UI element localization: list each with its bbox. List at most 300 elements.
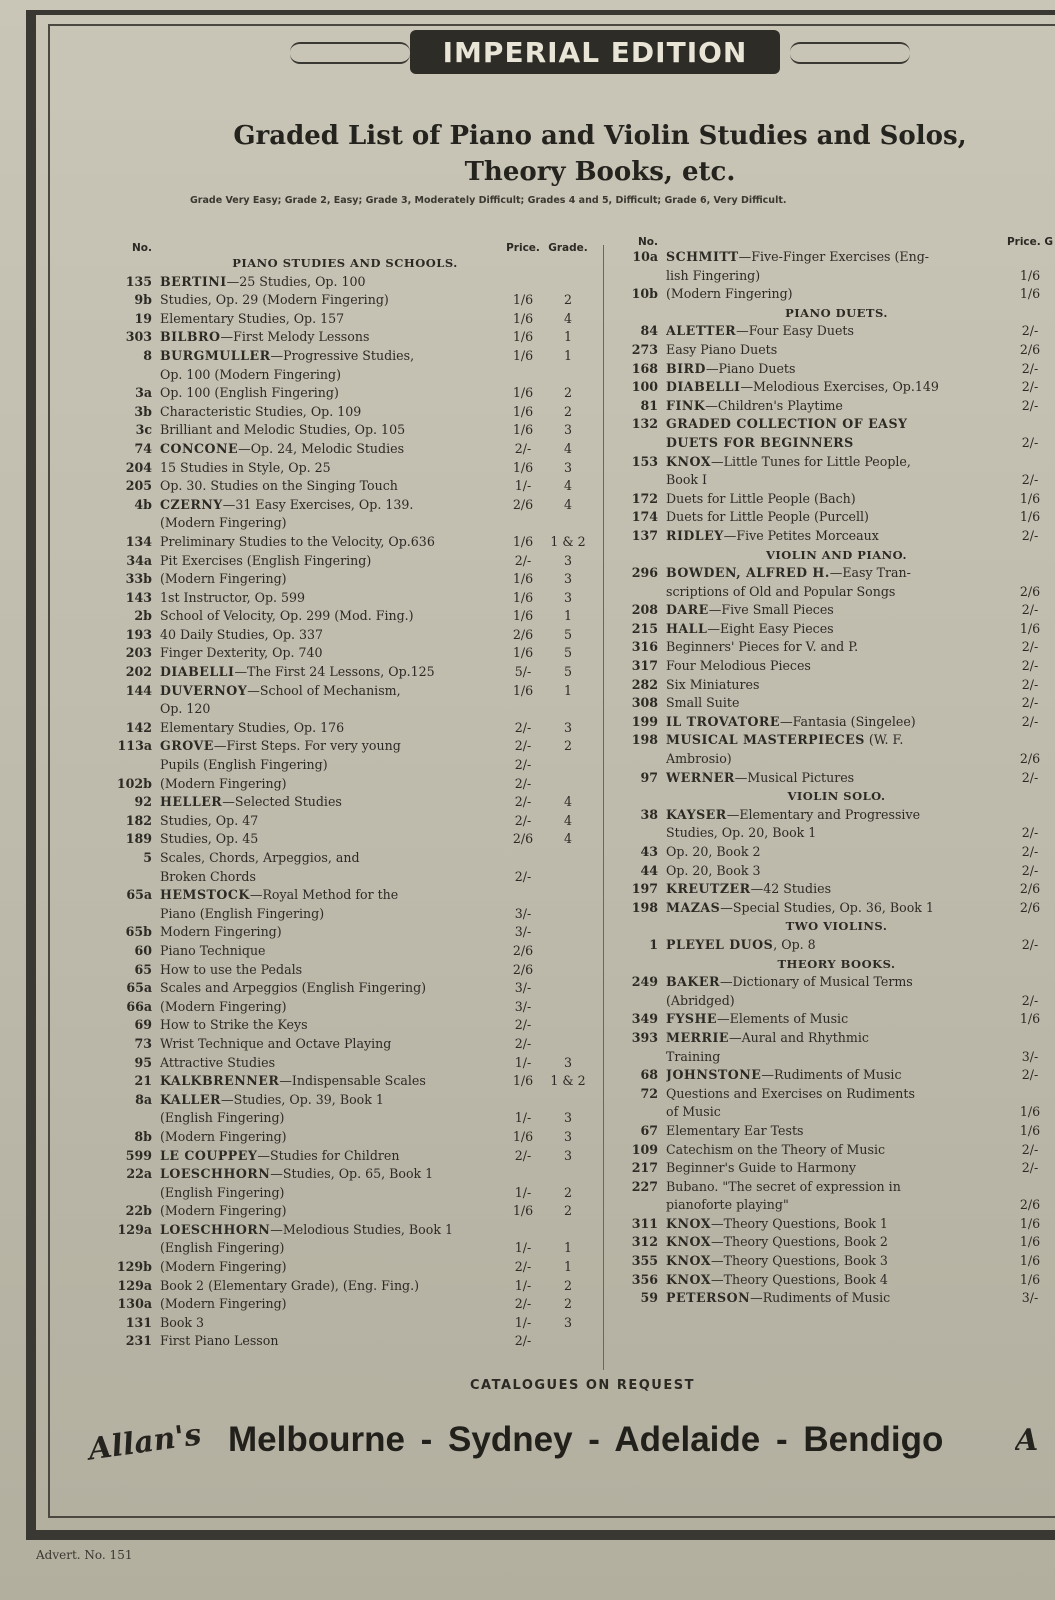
item-title [160, 905, 500, 924]
item-description: Brilliant and Melodic Studies, Op. 105 [160, 422, 406, 438]
item-description: Small Suite [666, 695, 740, 711]
item-title [666, 397, 1005, 416]
item-price: 1/6 [512, 682, 534, 698]
list-item [100, 998, 590, 1017]
list-item [100, 1091, 590, 1110]
item-number: 189 [125, 831, 152, 847]
item-price: 2/- [1021, 472, 1039, 488]
item-title [160, 459, 500, 478]
list-item [100, 496, 590, 515]
list-item [618, 1271, 1055, 1290]
list-item [618, 527, 1055, 546]
item-title [666, 1289, 1005, 1308]
item-number: 3c [135, 422, 152, 438]
list-item [100, 347, 590, 366]
item-description: —First Melody Lessons [220, 329, 370, 345]
item-description: —Five-Finger Exercises (Eng- [738, 249, 930, 264]
item-price: 1/6 [1019, 1271, 1041, 1287]
item-title [160, 1314, 500, 1333]
item-price: 2/- [1021, 527, 1039, 543]
item-title [160, 347, 500, 366]
item-price: 5/- [514, 664, 532, 680]
item-description: Pupils (English Fingering) [160, 757, 328, 773]
list-item [618, 453, 1055, 472]
item-grade: 4 [563, 496, 572, 512]
item-title [160, 923, 500, 942]
item-description: —Op. 24, Melodic Studies [238, 440, 405, 456]
item-number: 317 [631, 658, 658, 674]
item-title [160, 1147, 500, 1166]
item-price: 2/6 [512, 961, 534, 977]
item-description: —Melodious Studies, Book 1 [270, 1221, 453, 1237]
item-number: 153 [631, 453, 658, 469]
item-title [160, 477, 500, 496]
item-number: 599 [125, 1147, 152, 1163]
item-description: Scales, Chords, Arpeggios, and [160, 850, 360, 865]
cities-list: Melbourne - Sydney - Adelaide - Bendigo [228, 1420, 944, 1459]
list-item [100, 812, 590, 831]
item-number: 132 [631, 416, 658, 432]
item-composer: JOHNSTONE [666, 1067, 762, 1083]
header-no-right: No. [638, 236, 658, 248]
item-number: 1 [649, 936, 658, 952]
item-price: 1/6 [512, 1128, 534, 1144]
item-grade: 3 [563, 1128, 572, 1144]
item-number: 97 [640, 769, 658, 785]
page-title [160, 118, 1040, 190]
item-price: 2/6 [512, 626, 534, 642]
item-price: 2/- [1021, 658, 1039, 674]
list-item [100, 1109, 590, 1128]
list-item [618, 843, 1055, 862]
item-description: Studies, Op. 29 (Modern Fingering) [160, 292, 389, 308]
section-heading: TWO VIOLINS. [785, 919, 888, 934]
item-composer: MAZAS [666, 899, 721, 915]
list-item [100, 979, 590, 998]
item-number: 205 [125, 478, 152, 494]
item-grade: 2 [563, 403, 572, 419]
item-title [160, 589, 500, 608]
item-title [160, 942, 500, 961]
item-number: 217 [631, 1160, 658, 1176]
item-description: —Dictionary of Musical Terms [719, 974, 913, 990]
item-price: 1/6 [512, 292, 534, 308]
item-grade: 3 [563, 1110, 572, 1126]
item-title [666, 824, 1005, 843]
item-title [160, 1072, 500, 1091]
item-description: —31 Easy Exercises, Op. 139. [222, 496, 414, 512]
list-item [100, 942, 590, 961]
banner-ornament-right [790, 42, 910, 64]
item-title [666, 843, 1005, 862]
item-description: —Studies, Op. 39, Book 1 [220, 1091, 384, 1107]
section-heading: VIOLIN AND PIANO. [765, 547, 908, 562]
item-number: 74 [134, 440, 152, 456]
item-number: 113a [117, 738, 152, 754]
list-item [100, 886, 590, 905]
item-title [160, 440, 500, 459]
list-item [100, 459, 590, 478]
item-price: 2/- [1021, 602, 1039, 618]
item-title [666, 601, 1005, 620]
item-price: 1/6 [512, 571, 534, 587]
list-item [100, 923, 590, 942]
item-number: 231 [125, 1333, 152, 1349]
item-price: 2/- [514, 440, 532, 456]
item-title [160, 793, 500, 812]
item-title [666, 973, 1005, 992]
allans-logo: Allan's [86, 1416, 204, 1468]
item-price: 1/6 [512, 459, 534, 475]
item-price: 1/6 [512, 1203, 534, 1219]
item-title [666, 620, 1005, 639]
item-title [666, 360, 1005, 379]
item-title [160, 700, 500, 719]
item-description: Book 3 [160, 1314, 205, 1330]
item-title [160, 663, 500, 682]
item-description: —Little Tunes for Little People, [710, 453, 911, 469]
section-heading: PIANO STUDIES AND SCHOOLS. [232, 256, 458, 270]
item-title [666, 1215, 1005, 1234]
right-column [618, 222, 1055, 1308]
item-price: 2/- [1021, 713, 1039, 729]
item-number: 312 [631, 1234, 658, 1250]
item-number: 3a [135, 385, 152, 401]
item-description: How to use the Pedals [160, 961, 303, 977]
item-title [160, 812, 500, 831]
item-number: 60 [134, 942, 152, 958]
item-title [666, 564, 1005, 583]
item-title [160, 849, 500, 868]
item-description: (Modern Fingering) [666, 286, 793, 302]
item-composer: GROVE [160, 738, 214, 754]
list-item [618, 731, 1055, 750]
item-description: Op. 100 (English Fingering) [160, 385, 339, 401]
item-description: —Five Small Pieces [708, 602, 834, 618]
item-title [160, 514, 500, 533]
item-title [160, 570, 500, 589]
item-title [160, 626, 500, 645]
item-number: 197 [631, 881, 658, 897]
item-price: 1/6 [512, 385, 534, 401]
allans-logo-partial: A [1015, 1422, 1039, 1458]
item-grade: 1 & 2 [550, 1073, 586, 1089]
item-number: 203 [125, 645, 152, 661]
item-number: 249 [631, 974, 658, 990]
item-number: 8 [143, 347, 152, 363]
left-column [100, 222, 590, 1351]
item-composer: PETERSON [666, 1290, 751, 1306]
item-description: —Royal Method for the [249, 887, 399, 903]
item-grade: 2 [563, 738, 572, 754]
item-price: 2/- [514, 1296, 532, 1312]
list-item [618, 694, 1055, 713]
item-title [160, 310, 500, 329]
list-item [100, 775, 590, 794]
item-price: 2/- [514, 757, 532, 773]
item-title [160, 1054, 500, 1073]
list-item [618, 1141, 1055, 1160]
item-title [160, 273, 500, 292]
item-price: 2/6 [1019, 899, 1041, 915]
item-number: 296 [631, 565, 658, 581]
section-heading: PIANO DUETS. [785, 305, 888, 320]
item-description: Op. 30. Studies on the Singing Touch [160, 478, 398, 494]
list-item [618, 285, 1055, 304]
item-price: 2/- [1021, 639, 1039, 655]
item-grade: 4 [563, 794, 572, 810]
item-number: 65a [126, 980, 152, 996]
item-price: 2/- [1021, 1160, 1039, 1176]
item-number: 73 [134, 1035, 152, 1051]
item-title [666, 1010, 1005, 1029]
list-item [618, 1066, 1055, 1085]
item-number: 8b [134, 1128, 152, 1144]
right-column-header [618, 222, 1055, 248]
list-item [100, 1147, 590, 1166]
item-title [666, 676, 1005, 695]
list-item [618, 862, 1055, 881]
item-grade: 1 [563, 329, 572, 345]
item-price: 2/6 [512, 496, 534, 512]
item-title [666, 1178, 1005, 1197]
header-price-right: Price. G [1006, 236, 1054, 248]
item-description: Book 2 (Elementary Grade), (Eng. Fing.) [160, 1277, 420, 1293]
header-grade: Grade. [548, 242, 588, 254]
item-number: 84 [640, 323, 658, 339]
item-price: 2/- [514, 552, 532, 568]
item-price: 1/- [514, 478, 532, 494]
item-description: Six Miniatures [666, 676, 760, 692]
item-price: 1/- [514, 1184, 532, 1200]
item-price: 1/6 [1019, 1122, 1041, 1138]
item-title [160, 644, 500, 663]
item-description: —The First 24 Lessons, Op.125 [234, 664, 435, 680]
list-item [100, 1332, 590, 1351]
item-title [666, 806, 1005, 825]
item-description: Catechism on the Theory of Music [666, 1141, 886, 1157]
item-number: 227 [631, 1178, 658, 1194]
item-title [160, 979, 500, 998]
item-price: 1/6 [1019, 490, 1041, 506]
item-price: 2/- [514, 719, 532, 735]
item-number: 22b [125, 1203, 152, 1219]
item-composer: CZERNY [160, 496, 223, 512]
item-grade: 1 [563, 347, 572, 363]
list-item [100, 403, 590, 422]
item-title [160, 1295, 500, 1314]
list-item [100, 700, 590, 719]
list-item [618, 638, 1055, 657]
item-price: 1/6 [1019, 1011, 1041, 1027]
item-number: 33b [125, 571, 152, 587]
item-description: scriptions of Old and Popular Songs [666, 583, 896, 599]
item-number: 356 [631, 1271, 658, 1287]
item-number: 134 [125, 533, 152, 549]
item-composer: DARE [666, 602, 709, 618]
item-composer: BAKER [666, 974, 720, 990]
list-item [100, 663, 590, 682]
item-grade: 5 [563, 664, 572, 680]
list-item [100, 682, 590, 701]
item-price: 2/- [1021, 992, 1039, 1008]
item-title [666, 1233, 1005, 1252]
item-number: 10b [631, 286, 658, 302]
item-description: Studies, Op. 20, Book 1 [666, 825, 817, 841]
item-price: 3/- [514, 905, 532, 921]
item-grade: 3 [563, 719, 572, 735]
item-price: 1/6 [1019, 620, 1041, 636]
item-title [666, 527, 1005, 546]
list-item [618, 267, 1055, 286]
list-item [100, 291, 590, 310]
advert-number: Advert. No. 151 [36, 1548, 133, 1562]
item-number: 95 [134, 1054, 152, 1070]
item-title [160, 998, 500, 1017]
item-number: 8a [135, 1091, 152, 1107]
item-number: 208 [631, 602, 658, 618]
list-item [618, 657, 1055, 676]
item-title [666, 434, 1005, 453]
list-item [618, 1010, 1055, 1029]
item-number: 137 [631, 527, 658, 543]
item-grade: 3 [563, 571, 572, 587]
list-item [100, 514, 590, 533]
item-composer: RIDLEY [666, 527, 724, 543]
item-description: Book I [666, 472, 708, 488]
item-description: Broken Chords [160, 868, 256, 884]
list-item [618, 1196, 1055, 1215]
item-grade: 3 [563, 1054, 572, 1070]
list-item [100, 830, 590, 849]
list-item [618, 1159, 1055, 1178]
item-description: Elementary Studies, Op. 157 [160, 310, 345, 326]
item-description: —Theory Questions, Book 2 [710, 1234, 888, 1250]
item-title [666, 1271, 1005, 1290]
list-item [100, 793, 590, 812]
item-description: —Rudiments of Music [750, 1290, 891, 1306]
item-description: , Op. 8 [773, 936, 816, 952]
item-price: 2/- [514, 738, 532, 754]
item-price: 2/- [1021, 397, 1039, 413]
item-title [160, 607, 500, 626]
item-description: —Melodious Exercises, Op.149 [740, 379, 939, 395]
list-item [618, 806, 1055, 825]
item-grade: 3 [563, 552, 572, 568]
item-number: 68 [640, 1067, 658, 1083]
list-item [618, 508, 1055, 527]
item-description: —First Steps. For very young [213, 738, 401, 754]
item-description: Duets for Little People (Purcell) [666, 509, 869, 525]
item-composer: HALL [666, 620, 708, 636]
item-number: 308 [631, 695, 658, 711]
item-composer: LOESCHHORN [160, 1166, 271, 1182]
list-item [618, 1103, 1055, 1122]
item-title [666, 862, 1005, 881]
list-item [100, 1202, 590, 1221]
item-number: 182 [125, 812, 152, 828]
item-description: (Modern Fingering) [160, 1259, 287, 1275]
item-grade: 4 [563, 831, 572, 847]
item-description: —Piano Duets [705, 360, 796, 376]
item-composer: PLEYEL DUOS [666, 936, 774, 952]
item-description: Studies, Op. 45 [160, 831, 259, 847]
item-price: 2/- [1021, 360, 1039, 376]
item-description: (Modern Fingering) [160, 571, 287, 587]
item-composer: KALKBRENNER [160, 1073, 280, 1089]
list-item [618, 360, 1055, 379]
item-price: 1/6 [512, 403, 534, 419]
item-description: Wrist Technique and Octave Playing [160, 1035, 392, 1051]
item-title [160, 533, 500, 552]
list-item [100, 1054, 590, 1073]
item-grade: 2 [563, 1277, 572, 1293]
item-title [160, 328, 500, 347]
item-title [160, 1184, 500, 1203]
item-title [160, 421, 500, 440]
item-price: 2/6 [512, 942, 534, 958]
item-price: 2/- [1021, 862, 1039, 878]
item-title [666, 694, 1005, 713]
item-price: 2/- [1021, 844, 1039, 859]
item-grade: 1 & 2 [550, 533, 586, 549]
item-description: (English Fingering) [160, 1184, 285, 1200]
item-composer: KNOX [666, 1215, 711, 1231]
item-title [666, 1252, 1005, 1271]
list-item [100, 328, 590, 347]
item-number: 131 [125, 1314, 152, 1330]
list-item [618, 750, 1055, 769]
item-description: Duets for Little People (Bach) [666, 490, 856, 506]
item-number: 72 [640, 1085, 658, 1101]
item-composer: BURGMULLER [160, 347, 271, 363]
item-price: 2/- [514, 1259, 532, 1275]
item-title [666, 638, 1005, 657]
item-composer: MERRIE [666, 1029, 729, 1045]
item-description: Training [666, 1048, 721, 1064]
item-description: Questions and Exercises on Rudiments [666, 1085, 915, 1101]
item-title [160, 775, 500, 794]
item-number: 204 [125, 459, 152, 475]
item-composer: SCHMITT [666, 249, 739, 264]
item-price: 1/- [514, 1277, 532, 1293]
item-description: Beginner's Guide to Harmony [666, 1160, 857, 1176]
item-price: 2/- [1021, 676, 1039, 692]
item-title [160, 830, 500, 849]
item-title [160, 868, 500, 887]
item-title [666, 453, 1005, 472]
list-item [618, 1289, 1055, 1308]
list-item [100, 626, 590, 645]
item-composer: KNOX [666, 1234, 711, 1250]
item-price: 2/- [514, 775, 532, 791]
list-item [100, 1295, 590, 1314]
item-composer: WERNER [666, 769, 735, 785]
item-price: 2/- [514, 794, 532, 810]
item-description: 1st Instructor, Op. 599 [160, 589, 306, 605]
item-title [666, 415, 1005, 434]
item-number: 142 [125, 719, 152, 735]
list-item [618, 378, 1055, 397]
item-number: 193 [125, 626, 152, 642]
list-item [618, 1252, 1055, 1271]
item-price: 2/- [514, 1147, 532, 1163]
item-number: 316 [631, 639, 658, 655]
list-item [618, 880, 1055, 899]
list-item [100, 756, 590, 775]
item-price: 2/- [514, 1333, 532, 1349]
item-description: —Easy Tran- [829, 565, 911, 581]
